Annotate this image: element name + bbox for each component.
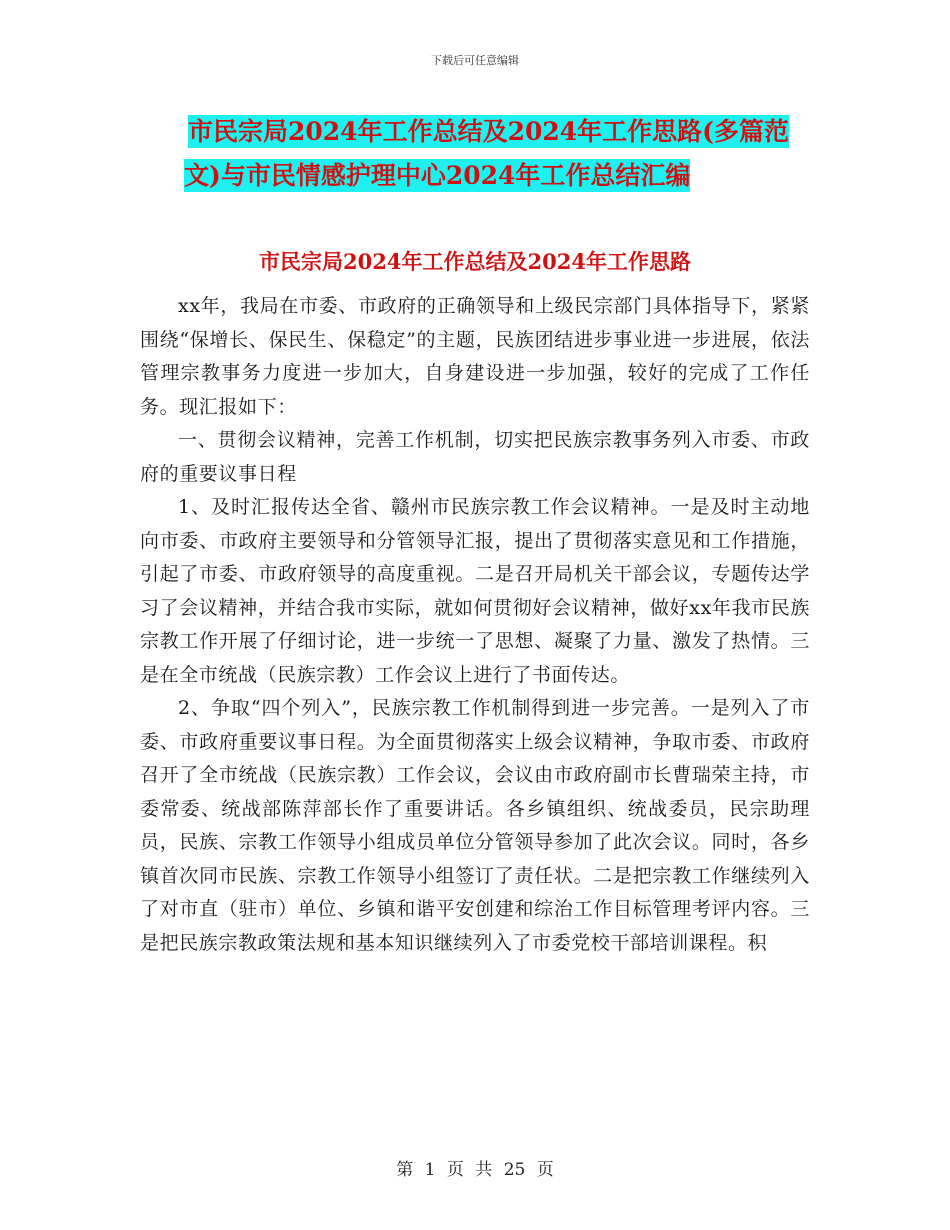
body-paragraph-item-1: 1、及时汇报传达全省、赣州市民族宗教工作会议精神。一是及时主动地向市委、市政府主要领导和分管领导汇报，提出了贯彻落实意见和工作措施，引起了市委、市政府领导的高度重视。二是召开局机关干部会议，专题传达学习了会议精神，并结合我市实际，就如何贯彻好会议精神，做好xx年我市民族宗教工作开展了仔细讨论，进一步统一了思想、凝聚了力量、激发了热情。三是在全市统战（民族宗教）工作会议上进行了书面传达。 — [140, 496, 810, 686]
body-paragraph-item-2: 2、争取“四个列入”，民族宗教工作机制得到进一步完善。一是列入了市委、市政府重要议事日程。为全面贯彻落实上级会议精神，争取市委、市政府召开了全市统战（民族宗教）工作会议，会议由市政府副市长曹瑞荣主持，市委常委、统战部陈萍部长作了重要讲话。各乡镇组织、统战委员，民宗助理员，民族、宗教工作领导小组成员单位分管领导参加了此次会议。同时，各乡镇首次同市民族、宗教工作领导小组签订了责任状。二是把宗教工作继续列入了对市直（驻市）单位、乡镇和谐平安创建和综治工作目标管理考评内容。三是把民族宗教政策法规和基本知识继续列入了市委党校干部培训课程。积 — [140, 697, 810, 954]
document-body — [140, 290, 810, 960]
document-title-line-2 — [140, 154, 840, 198]
document-title-line-1 — [140, 110, 840, 154]
title-highlight-1: 市民宗局2024年工作总结及2024年工作思路(多篇范 — [188, 117, 789, 146]
page-number-footer: 第 1 页 共 25 页 — [396, 1160, 554, 1180]
body-paragraph-intro: xx年，我局在市委、市政府的正确领导和上级民宗部门具体指导下，紧紧围绕“保增长、保民生、保稳定”的主题，民族团结进步事业进一步进展，依法管理宗教事务力度进一步加大，自身建设进一步加强，较好的完成了工作任务。现汇报如下： — [140, 295, 810, 418]
document-title — [140, 110, 840, 198]
title-highlight-2: 文)与市民情感护理中心2024年工作总结汇编 — [184, 161, 691, 190]
section-title: 市民宗局2024年工作总结及2024年工作思路 — [259, 249, 691, 274]
page-header-note: 下载后可任意编辑 — [431, 54, 519, 67]
body-paragraph-section-heading: 一、贯彻会议精神，完善工作机制，切实把民族宗教事务列入市委、市政府的重要议事日程 — [140, 429, 810, 485]
